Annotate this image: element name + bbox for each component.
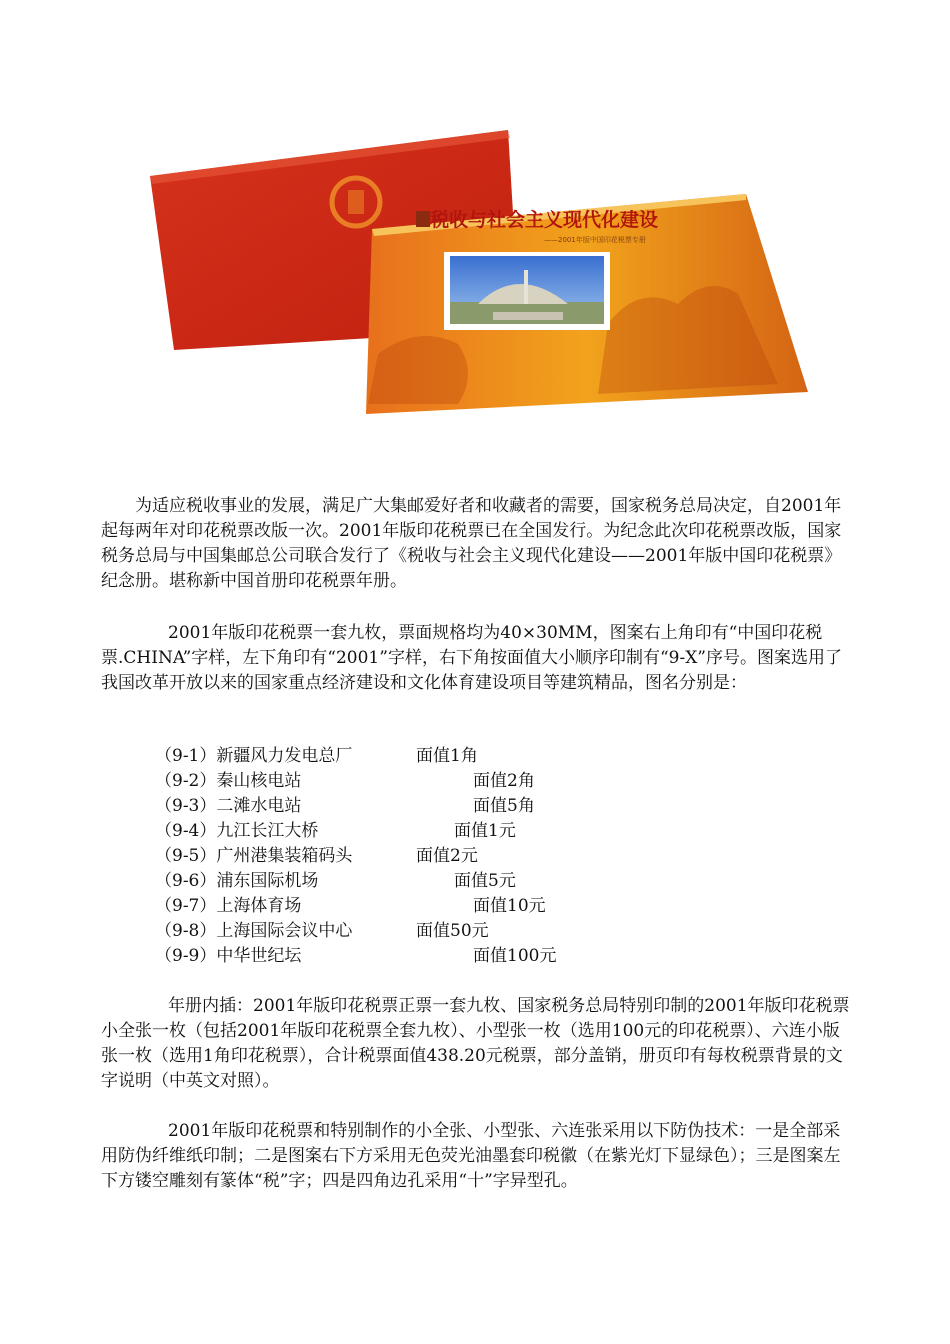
list-item: （9-5）广州港集装箱码头 面值2元 <box>155 846 478 866</box>
list-item: （9-9）中华世纪坛 面值100元 <box>155 946 557 966</box>
list-item: （9-4）九江长江大桥 面值1元 <box>155 821 516 841</box>
list-item: （9-6）浦东国际机场 面值5元 <box>155 871 516 891</box>
cover-title: 税收与社会主义现代化建设 <box>430 209 659 231</box>
paragraph-specs: 2001年版印花税票一套九枚，票面规格均为40×30MM，图案右上角印有“中国印花税票.CHINA”字样，左下角印有“2001”字样，右下角按面值大小顺序印制有“9-X”序号。图案选用了我国改革开放以来的国家重点经济建设和文化体育建设项目等建筑精品，图名分别是： <box>101 623 842 693</box>
list-item: （9-1）新疆风力发电总厂 面值1角 <box>155 746 478 766</box>
inset-photo <box>444 252 610 330</box>
list-item: （9-8）上海国际会议中心 面值50元 <box>155 921 489 941</box>
cover-subtitle: ——2001年版中国印花税票专册 <box>544 236 646 244</box>
album-photo <box>148 124 808 414</box>
paragraph-contents: 年册内插：2001年版印花税票正票一套九枚、国家税务总局特别印制的2001年版印花税票小全张一枚（包括2001年版印花税票全套九枚）、小型张一枚（选用100元的印花税票）、六连小版张一枚（选用1角印花税票），合计税票面值438.20元税票，部分盖销，册页印有每枚税票背景的文字说明（中英文对照）。 <box>101 996 850 1091</box>
stamp-list <box>155 744 755 969</box>
list-item: （9-3）二滩水电站 面值5角 <box>155 796 535 816</box>
paragraph-intro: 为适应税收事业的发展，满足广大集邮爱好者和收藏者的需要，国家税务总局决定，自2001年起每两年对印花税票改版一次。2001年版印花税票已在全国发行。为纪念此次印花税票改版，国家税务总局与中国集邮总公司联合发行了《税收与社会主义现代化建设——2001年版中国印花税票》纪念册。堪称新中国首册印花税票年册。 <box>101 496 842 591</box>
paragraph-anticounterfeit: 2001年版印花税票和特别制作的小全张、小型张、六连张采用以下防伪技术：一是全部采用防伪纤维纸印制；二是图案右下方采用无色荧光油墨套印税徽（在紫光灯下显绿色）；三是图案左下方镂空雕刻有篆体“税”字；四是四角边孔采用“十”字异型孔。 <box>101 1121 841 1191</box>
list-item: （9-7）上海体育场 面值10元 <box>155 896 546 916</box>
list-item: （9-2）秦山核电站 面值2角 <box>155 771 535 791</box>
